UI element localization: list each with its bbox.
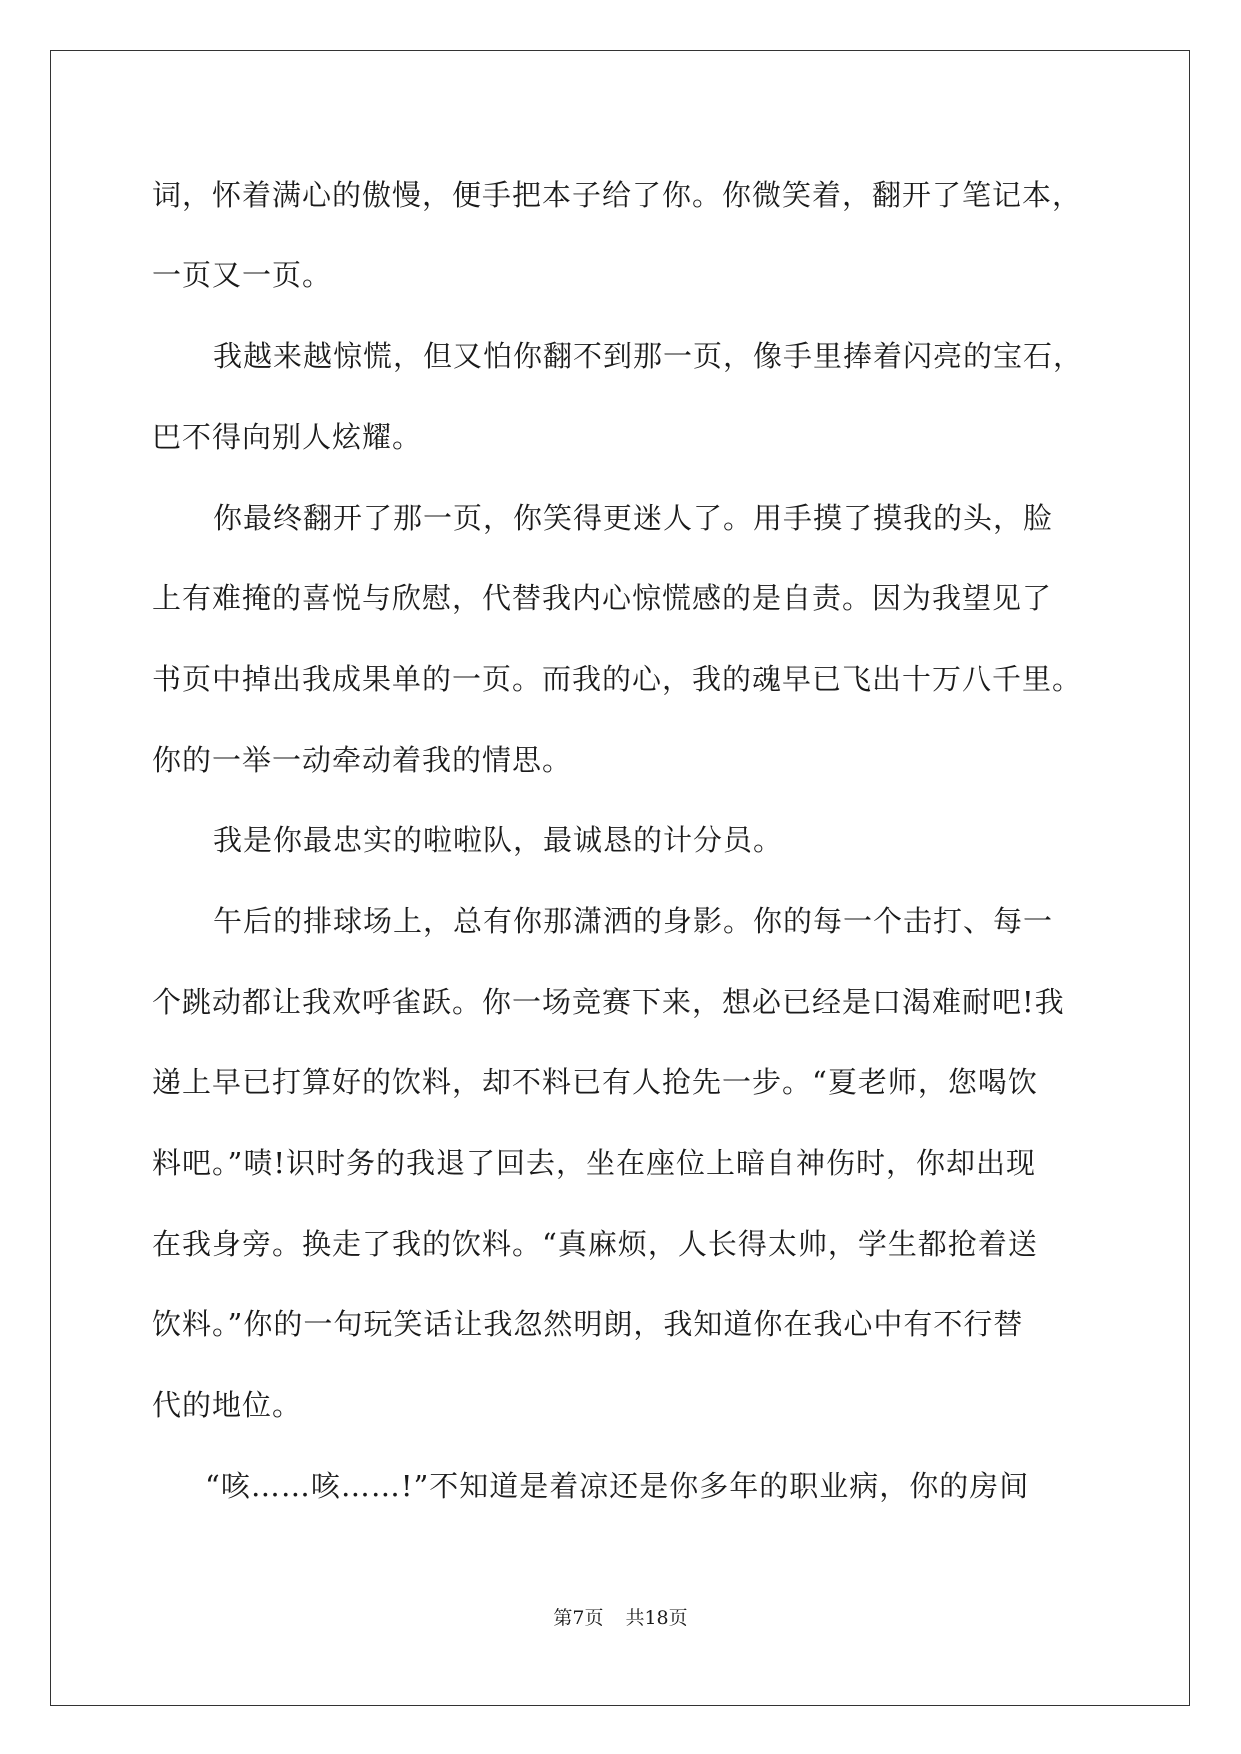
page-border	[50, 50, 1190, 1706]
text-line-10: 午后的排球场上，总有你那潇洒的身影。你的每一个击打、每一	[213, 904, 1054, 938]
text-line-12: 递上早已打算好的饮料，却不料已有人抢先一步。“夏老师，您喝饮	[152, 1065, 1038, 1099]
text-line-2: 一页又一页。	[152, 258, 333, 292]
text-line-8: 你的一举一动牵动着我的情思。	[152, 743, 573, 777]
page-total: 共18页	[625, 1607, 688, 1629]
text-line-6: 上有难掩的喜悦与欣慰，代替我内心惊慌感的是自责。因为我望见了	[152, 581, 1053, 615]
text-line-1: 词，怀着满心的傲慢，便手把本子给了你。你微笑着，翻开了笔记本，	[152, 178, 1083, 212]
text-line-4: 巴不得向别人炫耀。	[152, 420, 423, 454]
page-number: 第7页	[553, 1607, 604, 1629]
text-line-16: 代的地位。	[152, 1388, 303, 1422]
text-line-9: 我是你最忠实的啦啦队，最诚恳的计分员。	[213, 823, 784, 857]
text-line-11: 个跳动都让我欢呼雀跃。你一场竞赛下来，想必已经是口渴难耐吧!我	[152, 985, 1065, 1019]
page-footer	[0, 1606, 1241, 1630]
text-line-7: 书页中掉出我成果单的一页。而我的心，我的魂早已飞出十万八千里。	[152, 662, 1083, 696]
text-line-15: 饮料。”你的一句玩笑话让我忽然明朗，我知道你在我心中有不行替	[152, 1307, 1024, 1341]
text-line-5: 你最终翻开了那一页，你笑得更迷人了。用手摸了摸我的头，脸	[213, 501, 1054, 535]
text-line-17: “咳……咳……!”不知道是着凉还是你多年的职业病，你的房间	[205, 1469, 1030, 1503]
text-line-3: 我越来越惊慌，但又怕你翻不到那一页，像手里捧着闪亮的宝石，	[213, 339, 1084, 373]
text-line-13: 料吧。”啧!识时务的我退了回去，坐在座位上暗自神伤时，你却出现	[152, 1146, 1036, 1180]
text-line-14: 在我身旁。换走了我的饮料。“真麻烦，人长得太帅，学生都抢着送	[152, 1227, 1038, 1261]
